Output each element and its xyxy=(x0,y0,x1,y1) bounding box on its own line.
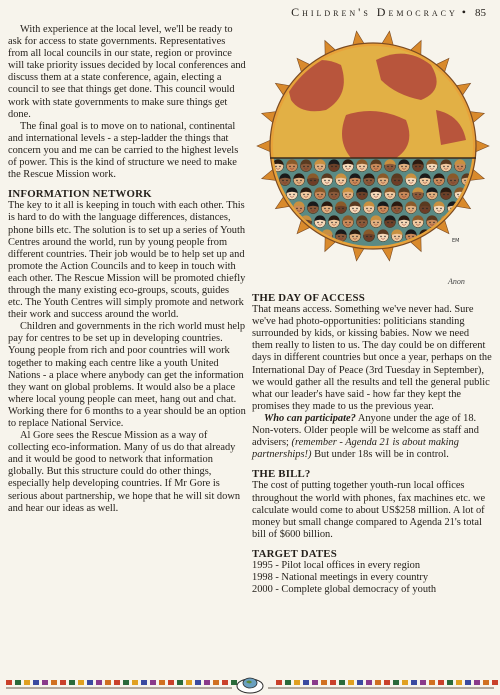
page-number: 85 xyxy=(475,7,486,19)
bill-paragraph: The cost of putting together youth-run local offices throughout the world with phones, fax machines etc. we calculate would come to about US$258 million. A lot of money but small change compared to Agenda 21's total bill of $600 billion. xyxy=(252,480,486,540)
heading-information-network: INFORMATION NETWORK xyxy=(8,188,152,201)
target-date-1998: 1998 - National meetings in every country xyxy=(252,572,429,584)
access-paragraph: That means access. Something we've never had. Sure we've had photo-opportunities: politicians standing surrounded by kids, or kissing babies. Now we need them really to listen to us. The day could be on different days in different countries but once a year, perhaps on the International Day of Peace (3rd Tuesday in September), we would gather all the results and tell the general public what our leader's have said - how far they kept the promises they made to us the previous year. xyxy=(252,304,492,412)
participate-question: Who can participate? xyxy=(264,412,356,424)
participate-text: Anyone under the age of 18. Non-voters. Older people will be welcome as staff and advisers; xyxy=(252,412,479,449)
running-header xyxy=(291,5,486,20)
earth-logo-icon xyxy=(237,678,263,693)
target-date-1995: 1995 - Pilot local offices in every region xyxy=(252,559,421,571)
illustration-credit: Anon xyxy=(448,277,465,286)
header-bullet: • xyxy=(461,5,469,19)
globe-children-illustration xyxy=(256,20,490,278)
right-column xyxy=(252,292,492,596)
participate-remember: (remember - Agenda 21 is about making partnerships!) xyxy=(252,437,459,461)
intro-paragraph-2: The final goal is to move on to national, continental and international levels - a step-ladder the things that concern you and me can be carried to the highest levels of power. This is the kind of structure we need to make the Rescue Mission work. xyxy=(8,120,239,181)
decorative-footer-border xyxy=(0,666,500,695)
running-title: Children's Democracy xyxy=(291,5,458,19)
heading-target-dates: TARGET DATES xyxy=(252,547,337,560)
participate-paragraph xyxy=(252,413,492,461)
heading-the-bill: THE BILL? xyxy=(252,468,311,481)
network-paragraph-2: Children and governments in the rich world must help pay for centres to be set up in developing countries. Young people from rich and poor countries will work together to making each centre like a youth United Nations - a place where anybody can get the information they want on global problems. It would also be a place where local young people can meet, hang out and chat. Working there for 6 months to a year should be an option to replace National Service. xyxy=(8,321,246,429)
target-dates-list xyxy=(252,560,492,596)
heading-day-of-access: THE DAY OF ACCESS xyxy=(252,292,365,304)
network-paragraph-1: The key to it all is keeping in touch with each other. This is hard to do with the language differences, distances, phone bills etc. The solution is to set up a series of Youth Centres around the world, run by young people from different countries. Their job would be to help set up and promote the Action Councils and to keep in touch with each other. The Rescue Mission will be promoted chiefly through the many existing eco-groups, scouts, guides etc. The Youth Centres will simply promote and network their work and success around the world. xyxy=(8,200,246,321)
participate-end: But under 18s will be in control. xyxy=(311,449,449,461)
target-date-2000: 2000 - Complete global democracy of youth xyxy=(252,584,437,596)
intro-paragraph-1: With experience at the local level, we'll be ready to ask for access to state governments. Representatives from all local councils in our state, region or province will take priority issues decided by local conferences and discuss them at a state conference, again, electing a council to see that things get done. This council would work with state governments to make sure things get done. xyxy=(8,24,246,120)
left-column xyxy=(8,24,246,515)
artist-initials: EM xyxy=(452,238,460,244)
network-paragraph-3: Al Gore sees the Rescue Mission as a way of collecting eco-information. Many of us do that already and it would be good to network that information globally. But this structure could do other things, especially help developing countries. If Mr Gore is serious about partnership, we hope that he will sit down and hear our ideas as well. xyxy=(8,430,241,514)
